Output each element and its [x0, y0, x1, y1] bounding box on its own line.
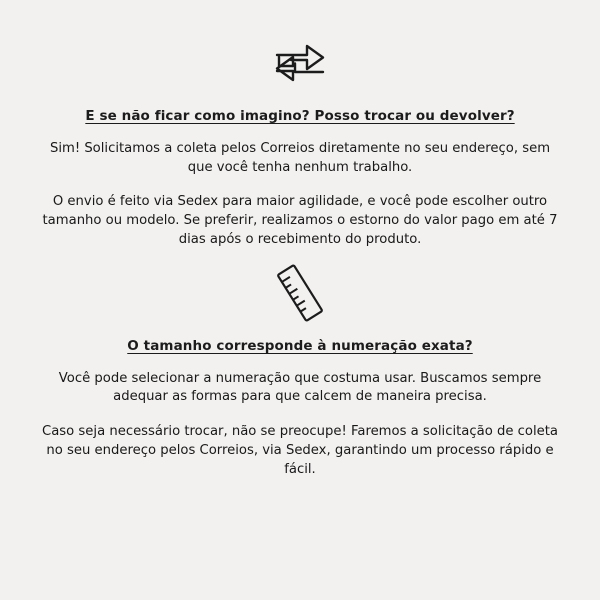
faq-heading-sizing: O tamanho corresponde à numeração exata? [127, 337, 473, 354]
swap-arrows-icon [271, 32, 329, 94]
faq-paragraph: Você pode selecionar a numeração que costuma usar. Buscamos sempre adequar as formas para que calcem de maneira precisa. [58, 370, 542, 405]
faq-paragraph: Sim! Solicitamos a coleta pelos Correios diretamente no seu endereço, sem que você tenha nenhum trabalho. [49, 141, 551, 175]
faq-heading-returns: E se não ficar como imagino? Posso trocar ou devolver? [85, 108, 515, 124]
faq-paragraph: O envio é feito via Sedex para maior agilidade, e você pode escolher outro tamanho ou modelo. Se preferir, realizamos o estorno do valor pago em até 7 dias após o recebimento do produto. [42, 194, 558, 247]
faq-paragraph: Caso seja necessário trocar, não se preocupe! Faremos a solicitação de coleta no seu endereço pelos Correios, via Sedex, garantindo um processo rápido e fácil. [42, 424, 558, 477]
faq-section-sizing [30, 250, 570, 480]
faq-section-returns [30, 24, 570, 250]
ruler-icon [270, 262, 330, 324]
